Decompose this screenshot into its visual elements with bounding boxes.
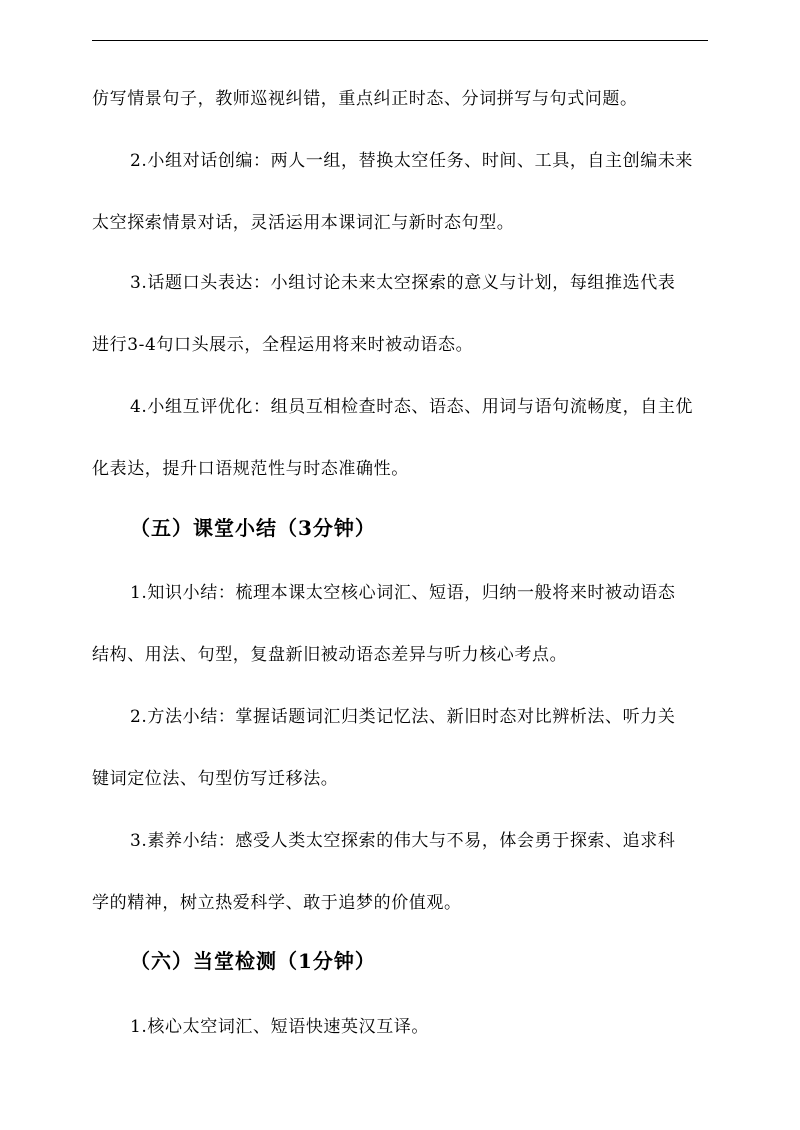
- section-heading: （五）课堂小结（3分钟）: [130, 516, 376, 540]
- paragraph-line: 2.小组对话创编：两人一组，替换太空任务、时间、工具，自主创编未来: [130, 151, 694, 171]
- paragraph-line: 3.话题口头表达：小组讨论未来太空探索的意义与计划，每组推选代表: [130, 273, 676, 293]
- paragraph-line: 1.知识小结：梳理本课太空核心词汇、短语，归纳一般将来时被动语态: [130, 583, 676, 603]
- paragraph-line: 结构、用法、句型，复盘新旧被动语态差异与听力核心考点。: [92, 645, 568, 665]
- paragraph-line: 太空探索情景对话，灵活运用本课词汇与新时态句型。: [92, 213, 515, 233]
- paragraph-line: 2.方法小结：掌握话题词汇归类记忆法、新旧时态对比辨析法、听力关: [130, 707, 676, 727]
- paragraph-line: 键词定位法、句型仿写迁移法。: [92, 769, 339, 789]
- paragraph-line: 4.小组互评优化：组员互相检查时态、语态、用词与语句流畅度，自主优: [130, 397, 694, 417]
- paragraph-line: 1.核心太空词汇、短语快速英汉互译。: [130, 1017, 430, 1037]
- paragraph-line: 化表达，提升口语规范性与时态准确性。: [92, 459, 409, 479]
- paragraph-line: 进行3-4句口头展示，全程运用将来时被动语态。: [92, 335, 474, 355]
- section-heading: （六）当堂检测（1分钟）: [130, 949, 376, 973]
- header-rule: [92, 40, 708, 41]
- paragraph-line: 学的精神，树立热爱科学、敢于追梦的价值观。: [92, 893, 462, 913]
- paragraph-line: 3.素养小结：感受人类太空探索的伟大与不易，体会勇于探索、追求科: [130, 831, 676, 851]
- paragraph-line: 仿写情景句子，教师巡视纠错，重点纠正时态、分词拼写与句式问题。: [92, 89, 638, 109]
